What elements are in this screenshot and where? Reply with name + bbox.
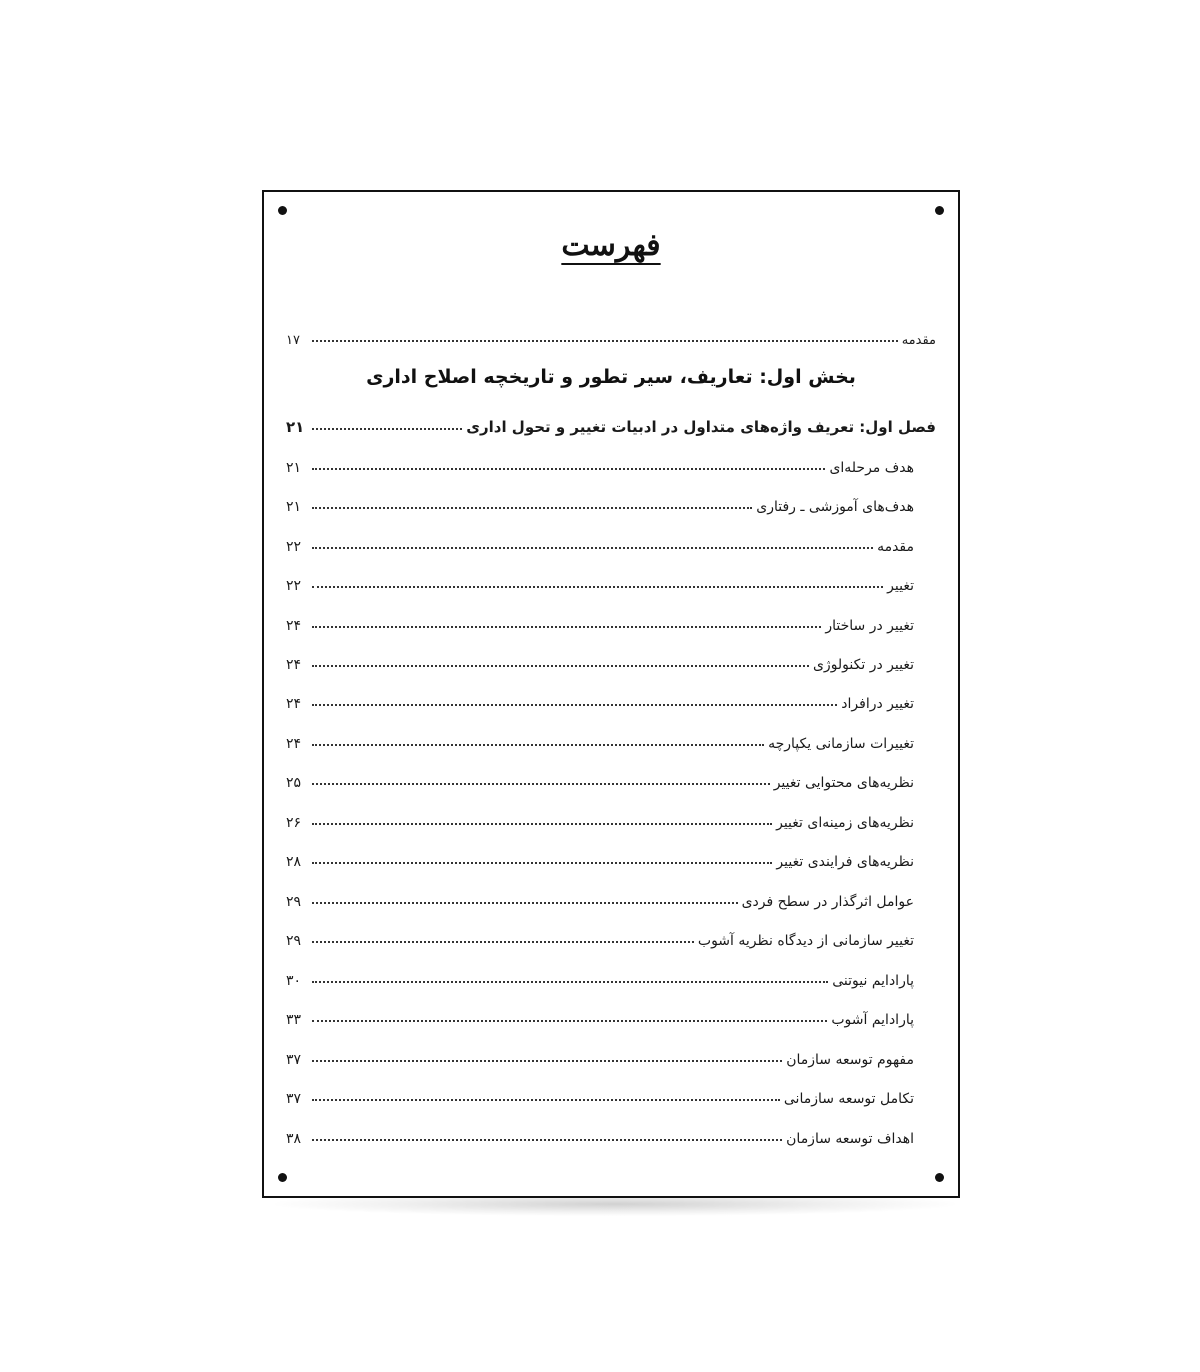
- dot-leader: [312, 586, 883, 588]
- toc-entry[interactable]: [286, 919, 936, 949]
- corner-dot-icon: [935, 206, 944, 215]
- toc-entry-label: تغییر در ساختار: [825, 618, 914, 634]
- toc-entry-intro[interactable]: [286, 318, 936, 348]
- toc-entry[interactable]: [286, 643, 936, 673]
- toc-entry-label: هدف مرحله‌ای: [829, 460, 914, 476]
- toc-page-number: ۲۱: [286, 460, 302, 476]
- toc-page-number: ۲۴: [286, 736, 302, 752]
- toc-page-number: ۲۹: [286, 933, 302, 949]
- toc-entry-label: تغییر درافراد: [841, 696, 914, 712]
- toc-entry-label: هدف‌های آموزشی ـ رفتاری: [756, 499, 914, 515]
- toc-entry[interactable]: [286, 564, 936, 594]
- toc-entry-label: مقدمه: [877, 539, 914, 555]
- dot-leader: [312, 783, 770, 785]
- toc-entry-label: پارادایم آشوب: [831, 1012, 914, 1028]
- toc-page-number: ۲۶: [286, 815, 302, 831]
- dot-leader: [312, 1020, 827, 1022]
- toc-page-number: ۲۲: [286, 578, 302, 594]
- toc-page-number: ۳۰: [286, 973, 302, 989]
- toc-page-number: ۳۷: [286, 1052, 302, 1068]
- toc-entry-label: نظریه‌های محتوایی تغییر: [773, 775, 914, 791]
- dot-leader: [312, 626, 821, 628]
- toc-entry-label: تکامل توسعه سازمانی: [783, 1091, 914, 1107]
- corner-dot-icon: [935, 1173, 944, 1182]
- toc-entry[interactable]: [286, 880, 936, 910]
- dot-leader: [312, 704, 837, 706]
- toc-entry[interactable]: [286, 446, 936, 476]
- toc-entry[interactable]: [286, 604, 936, 634]
- dot-leader: [312, 941, 694, 943]
- dot-leader: [312, 507, 752, 509]
- toc-entry-label: تغییر سازمانی از دیدگاه نظریه آشوب: [697, 933, 914, 949]
- toc-page-number: ۲۱: [286, 418, 305, 436]
- toc-entry-label: نظریه‌های زمینه‌ای تغییر: [776, 815, 914, 831]
- dot-leader: [312, 1139, 782, 1141]
- toc-entry[interactable]: [286, 1117, 936, 1147]
- page-title: فهرست: [561, 228, 661, 263]
- dot-leader: [312, 823, 772, 825]
- toc-page-number: ۲۵: [286, 775, 302, 791]
- toc-entry[interactable]: [286, 525, 936, 555]
- toc-entry-chapter[interactable]: [286, 406, 936, 436]
- toc-page: [262, 190, 960, 1198]
- toc-entry-label: مقدمه: [901, 333, 936, 348]
- toc-entry[interactable]: [286, 998, 936, 1028]
- toc-entry-label: عوامل اثرگذار در سطح فردی: [741, 894, 914, 910]
- toc-entry-label: پارادایم نیوتنی: [832, 973, 914, 989]
- dot-leader: [312, 428, 462, 430]
- toc-entry[interactable]: [286, 840, 936, 870]
- toc-entry-label: فصل اول: تعریف واژه‌های متداول در ادبیات تغییر و تحول اداری: [466, 418, 936, 436]
- toc-entry-label: تغییرات سازمانی یکپارچه: [768, 736, 914, 752]
- toc-page-number: ۱۷: [286, 333, 300, 348]
- toc-entry[interactable]: [286, 1077, 936, 1107]
- toc-page-number: ۲۸: [286, 854, 302, 870]
- toc-page-number: ۲۲: [286, 539, 302, 555]
- toc-entry[interactable]: [286, 485, 936, 515]
- dot-leader: [312, 547, 873, 549]
- toc-entry[interactable]: [286, 959, 936, 989]
- toc-entry-label: اهداف توسعه سازمان: [786, 1131, 914, 1147]
- toc-entry-label: نظریه‌های فرایندی تغییر: [776, 854, 914, 870]
- dot-leader: [312, 744, 764, 746]
- dot-leader: [312, 665, 809, 667]
- dot-leader: [312, 1099, 780, 1101]
- dot-leader: [312, 340, 898, 342]
- toc-entry-label: مفهوم توسعه سازمان: [786, 1052, 914, 1068]
- toc-page-number: ۳۳: [286, 1012, 302, 1028]
- toc-list: [286, 192, 936, 1196]
- toc-page-number: ۳۸: [286, 1131, 302, 1147]
- toc-entry[interactable]: [286, 761, 936, 791]
- toc-entry[interactable]: [286, 1038, 936, 1068]
- toc-entry[interactable]: [286, 801, 936, 831]
- dot-leader: [312, 981, 828, 983]
- toc-entry[interactable]: [286, 722, 936, 752]
- toc-page-number: ۳۷: [286, 1091, 302, 1107]
- toc-page-number: ۲۴: [286, 618, 302, 634]
- toc-page-number: ۲۹: [286, 894, 302, 910]
- part-heading: بخش اول: تعاریف، سیر تطور و تاریخچه اصلاح اداری: [366, 366, 856, 388]
- toc-page-number: ۲۴: [286, 696, 302, 712]
- toc-entry-label: تغییر در تکنولوژی: [812, 657, 914, 673]
- toc-entry-label: تغییر: [887, 578, 914, 594]
- dot-leader: [312, 902, 738, 904]
- dot-leader: [312, 1060, 782, 1062]
- toc-page-number: ۲۱: [286, 499, 302, 515]
- toc-page-number: ۲۴: [286, 657, 302, 673]
- toc-entry[interactable]: [286, 682, 936, 712]
- dot-leader: [312, 468, 825, 470]
- dot-leader: [312, 862, 772, 864]
